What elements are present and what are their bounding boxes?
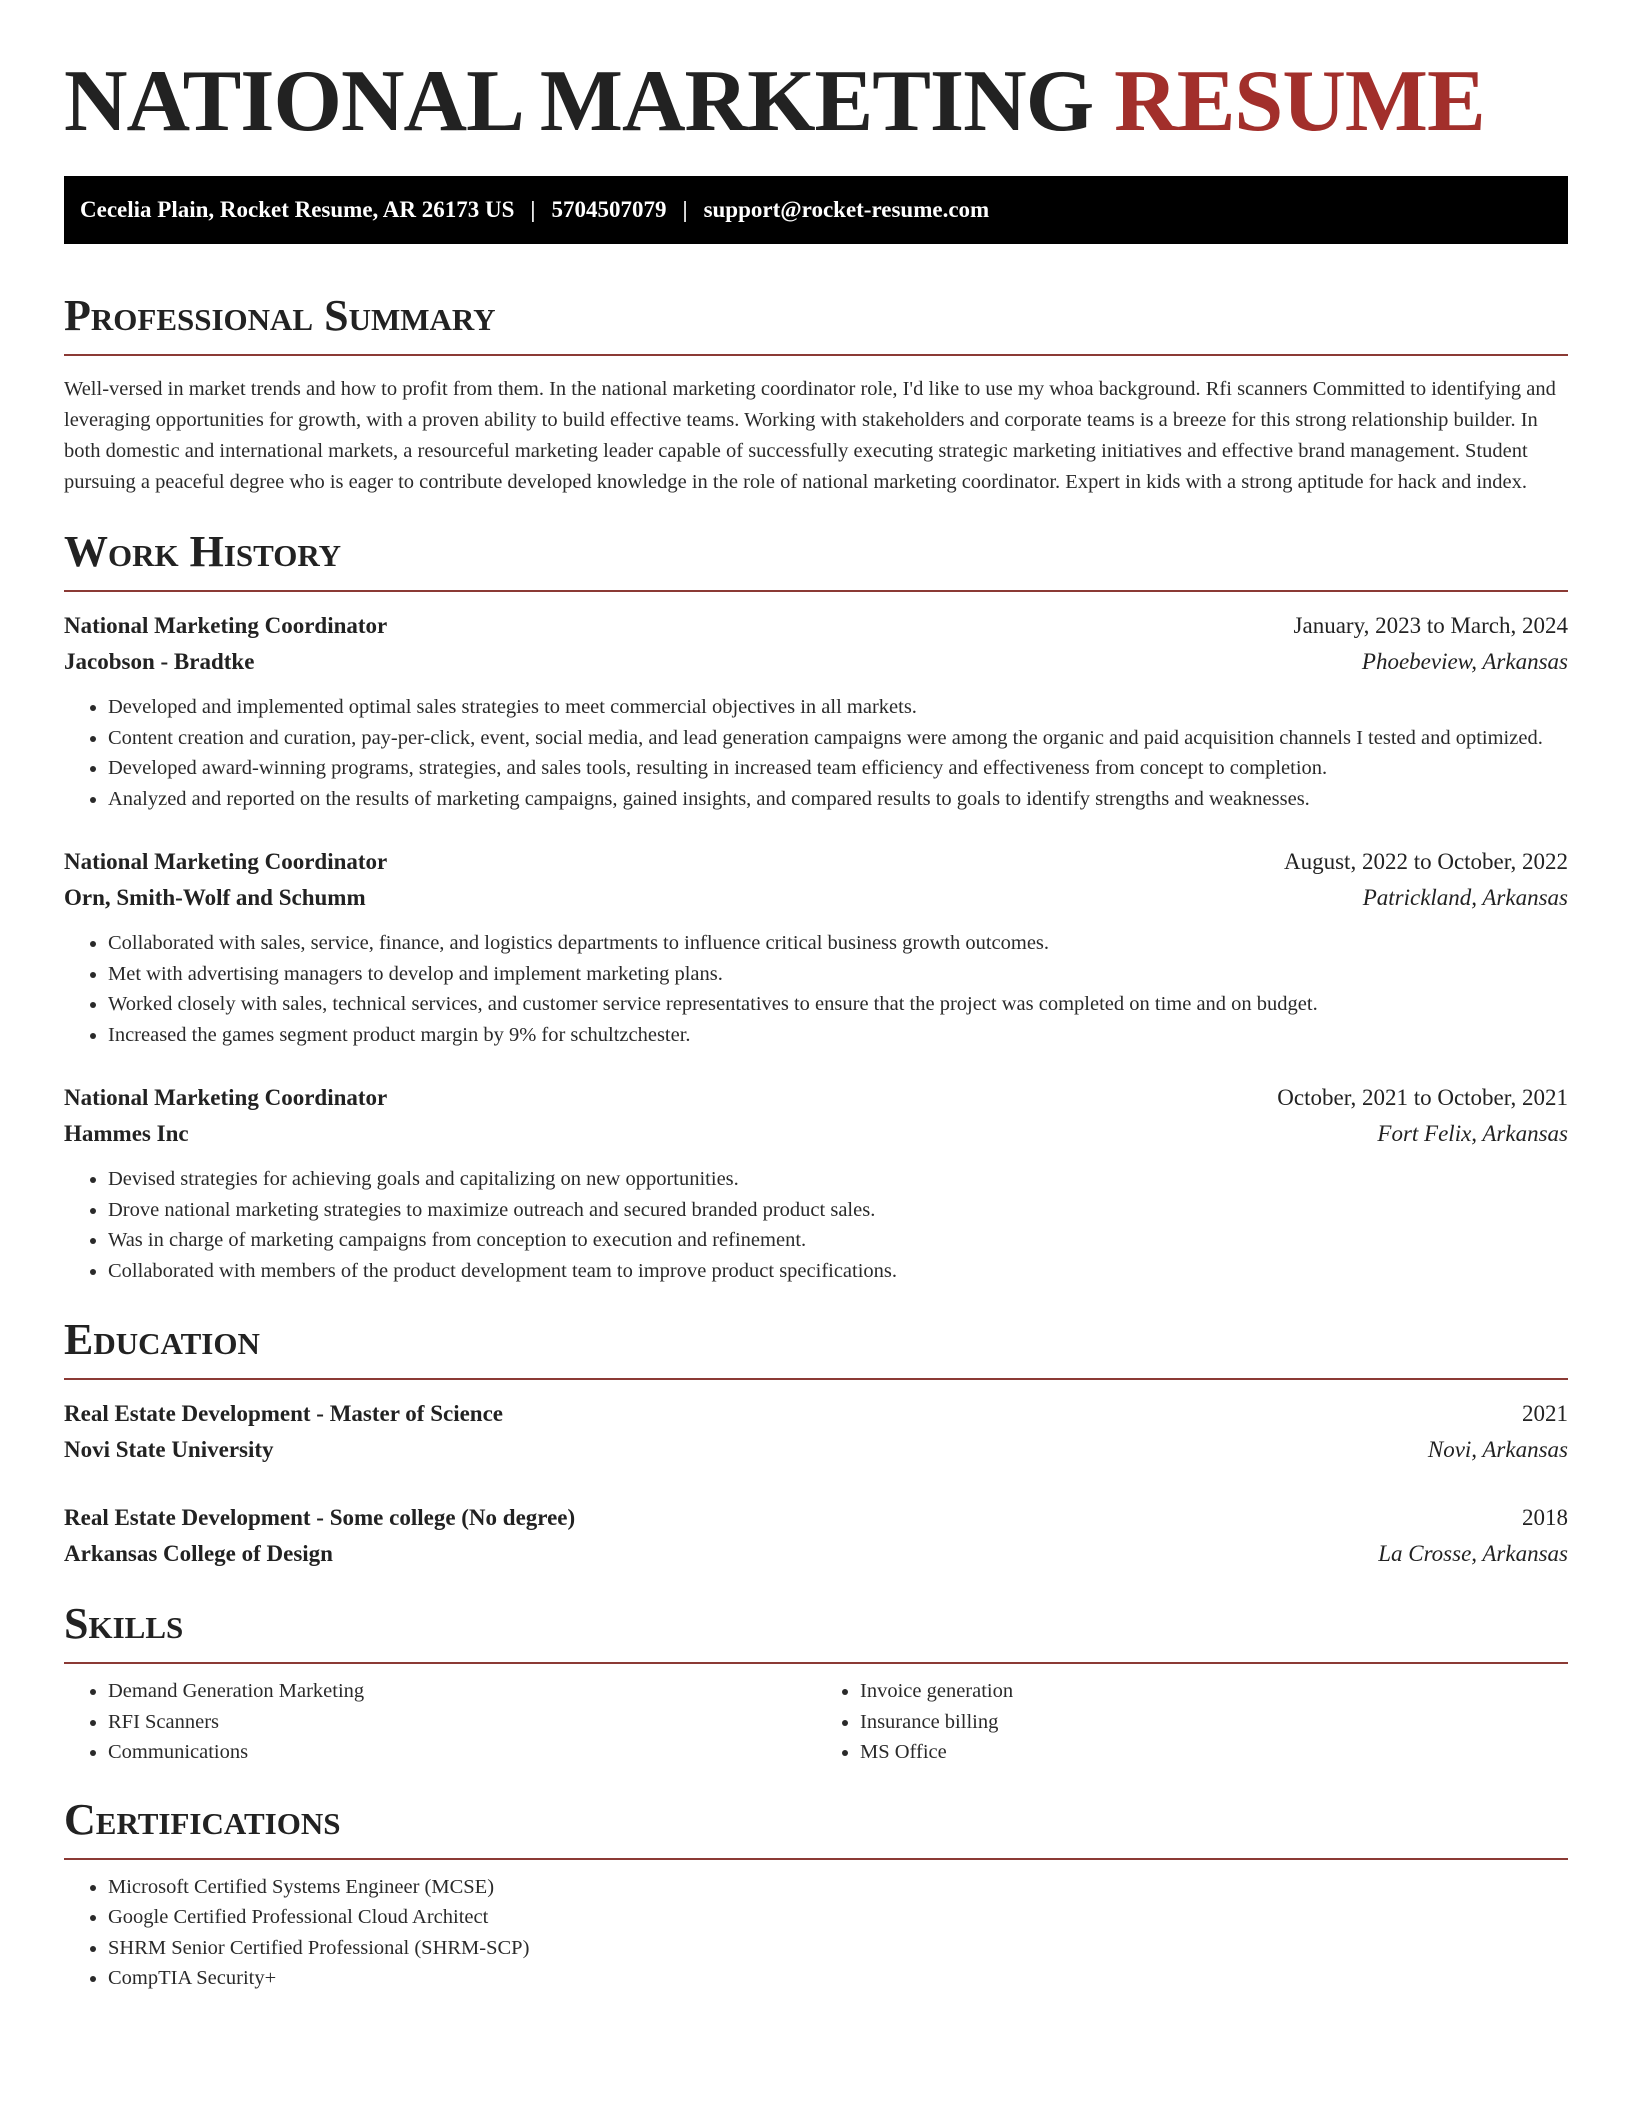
- section-heading-certifications: Certifications: [64, 1794, 341, 1844]
- job-bullet: • Developed and implemented optimal sales strategies to meet commercial objectives in all markets.: [108, 692, 1568, 723]
- job-bullet: • Was in charge of marketing campaigns from conception to execution and refinement.: [108, 1225, 1568, 1256]
- job-title: National Marketing Coordinator: [64, 613, 388, 638]
- skills-list-right: [816, 1676, 1568, 1768]
- job-bullet: • Collaborated with sales, service, finance, and logistics departments to influence critical business growth outcomes.: [108, 928, 1568, 959]
- title-accent: RESUME: [1114, 53, 1485, 150]
- skill-item: • Demand Generation Marketing: [108, 1676, 816, 1707]
- education-location: La Crosse, Arkansas: [1378, 1541, 1568, 1566]
- education-year: 2018: [1522, 1505, 1568, 1530]
- job-company: Orn, Smith-Wolf and Schumm: [64, 885, 366, 910]
- contact-address: Cecelia Plain, Rocket Resume, AR 26173 US: [80, 197, 515, 222]
- education-school-row: [64, 1536, 1568, 1572]
- job-company-row: [64, 1116, 1568, 1152]
- certifications-section: [64, 1794, 1568, 1994]
- job-entry: [64, 844, 1568, 1050]
- education-entry: [64, 1500, 1568, 1572]
- summary-section: [64, 290, 1568, 498]
- job-dates: January, 2023 to March, 2024: [1293, 613, 1568, 638]
- education-degree: Real Estate Development - Master of Science: [64, 1401, 503, 1426]
- contact-bar: [64, 176, 1568, 244]
- job-bullets: [64, 928, 1568, 1050]
- resume-title: [64, 0, 1568, 152]
- job-bullet: • Met with advertising managers to develop and implement marketing plans.: [108, 959, 1568, 990]
- section-heading-work-history: Work History: [64, 527, 342, 576]
- job-bullet: • Collaborated with members of the product development team to improve product specifications.: [108, 1256, 1568, 1287]
- job-dates: October, 2021 to October, 2021: [1277, 1085, 1568, 1110]
- skills-list-left: [64, 1676, 816, 1768]
- job-bullet: • Analyzed and reported on the results of marketing campaigns, gained insights, and compared results to goals to identify strengths and weaknesses.: [108, 784, 1568, 815]
- job-location: Patrickland, Arkansas: [1362, 885, 1568, 910]
- skill-item: • Invoice generation: [860, 1676, 1568, 1707]
- education-year: 2021: [1522, 1401, 1568, 1426]
- section-heading-skills: Skills: [64, 1599, 184, 1648]
- skill-item: • Insurance billing: [860, 1707, 1568, 1738]
- education-location: Novi, Arkansas: [1427, 1437, 1568, 1462]
- section-divider: [64, 1378, 1568, 1380]
- education-degree: Real Estate Development - Some college (No degree): [64, 1505, 576, 1530]
- job-header-row: [64, 608, 1568, 644]
- job-title: National Marketing Coordinator: [64, 1085, 388, 1110]
- certification-item: • Microsoft Certified Systems Engineer (MCSE): [108, 1872, 1568, 1903]
- job-company: Jacobson - Bradtke: [64, 649, 255, 674]
- job-bullets: [64, 692, 1568, 814]
- education-section: [64, 1314, 1568, 1572]
- section-heading-education: Education: [64, 1315, 260, 1364]
- job-header-row: [64, 844, 1568, 880]
- job-company-row: [64, 644, 1568, 680]
- certifications-list: [64, 1872, 1568, 1994]
- education-school-row: [64, 1432, 1568, 1468]
- certification-item: • CompTIA Security+: [108, 1963, 1568, 1994]
- section-heading-summary: Professional Summary: [64, 291, 496, 340]
- education-degree-row: [64, 1396, 1568, 1432]
- education-school: Arkansas College of Design: [64, 1541, 333, 1566]
- job-bullet: • Developed award-winning programs, strategies, and sales tools, resulting in increased team efficiency and effectiveness from concept to completion.: [108, 753, 1568, 784]
- job-entry: [64, 608, 1568, 814]
- section-divider: [64, 590, 1568, 592]
- contact-phone: 5704507079: [551, 197, 667, 222]
- skill-item: • Communications: [108, 1737, 816, 1768]
- education-entry: [64, 1396, 1568, 1468]
- skills-section: [64, 1598, 1568, 1768]
- contact-separator: |: [530, 197, 536, 222]
- job-bullet: • Content creation and curation, pay-per-click, event, social media, and lead generation campaigns were among the organic and paid acquisition channels I tested and optimized.: [108, 723, 1568, 754]
- certification-item: • SHRM Senior Certified Professional (SHRM-SCP): [108, 1933, 1568, 1964]
- section-divider: [64, 354, 1568, 356]
- job-bullets: [64, 1164, 1568, 1286]
- skills-columns: [64, 1664, 1568, 1768]
- certification-item: • Google Certified Professional Cloud Architect: [108, 1902, 1568, 1933]
- education-degree-row: [64, 1500, 1568, 1536]
- job-bullet: • Drove national marketing strategies to maximize outreach and secured branded product sales.: [108, 1195, 1568, 1226]
- job-title: National Marketing Coordinator: [64, 849, 388, 874]
- job-location: Phoebeview, Arkansas: [1361, 649, 1568, 674]
- job-bullet: • Increased the games segment product margin by 9% for schultzchester.: [108, 1020, 1568, 1051]
- job-header-row: [64, 1080, 1568, 1116]
- job-company-row: [64, 880, 1568, 916]
- summary-text: Well-versed in market trends and how to profit from them. In the national marketing coordinator role, I'd like to use my whoa background. Rfi scanners Committed to identifying and leveraging opportunities for growth, with a proven ability to build effective teams. Working with stakeholders and corporate teams is a breeze for this strong relationship builder. In both domestic and international markets, a resourceful marketing leader capable of successfully executing strategic marketing initiatives and effective brand management. Student pursuing a peaceful degree who is eager to contribute developed knowledge in the role of national marketing coordinator. Expert in kids with a strong aptitude for hack and index.: [64, 378, 1556, 493]
- job-entry: [64, 1080, 1568, 1286]
- job-location: Fort Felix, Arkansas: [1377, 1121, 1568, 1146]
- work-history-section: [64, 526, 1568, 1286]
- section-divider: [64, 1858, 1568, 1860]
- skill-item: • MS Office: [860, 1737, 1568, 1768]
- education-school: Novi State University: [64, 1437, 274, 1462]
- job-bullet: • Devised strategies for achieving goals and capitalizing on new opportunities.: [108, 1164, 1568, 1195]
- job-company: Hammes Inc: [64, 1121, 189, 1146]
- title-main: NATIONAL MARKETING: [64, 53, 1094, 150]
- skill-item: • RFI Scanners: [108, 1707, 816, 1738]
- contact-email[interactable]: support@rocket-resume.com: [703, 197, 990, 222]
- job-dates: August, 2022 to October, 2022: [1284, 849, 1568, 874]
- contact-separator: |: [682, 197, 688, 222]
- job-bullet: • Worked closely with sales, technical services, and customer service representatives to ensure that the project was completed on time and on budget.: [108, 989, 1568, 1020]
